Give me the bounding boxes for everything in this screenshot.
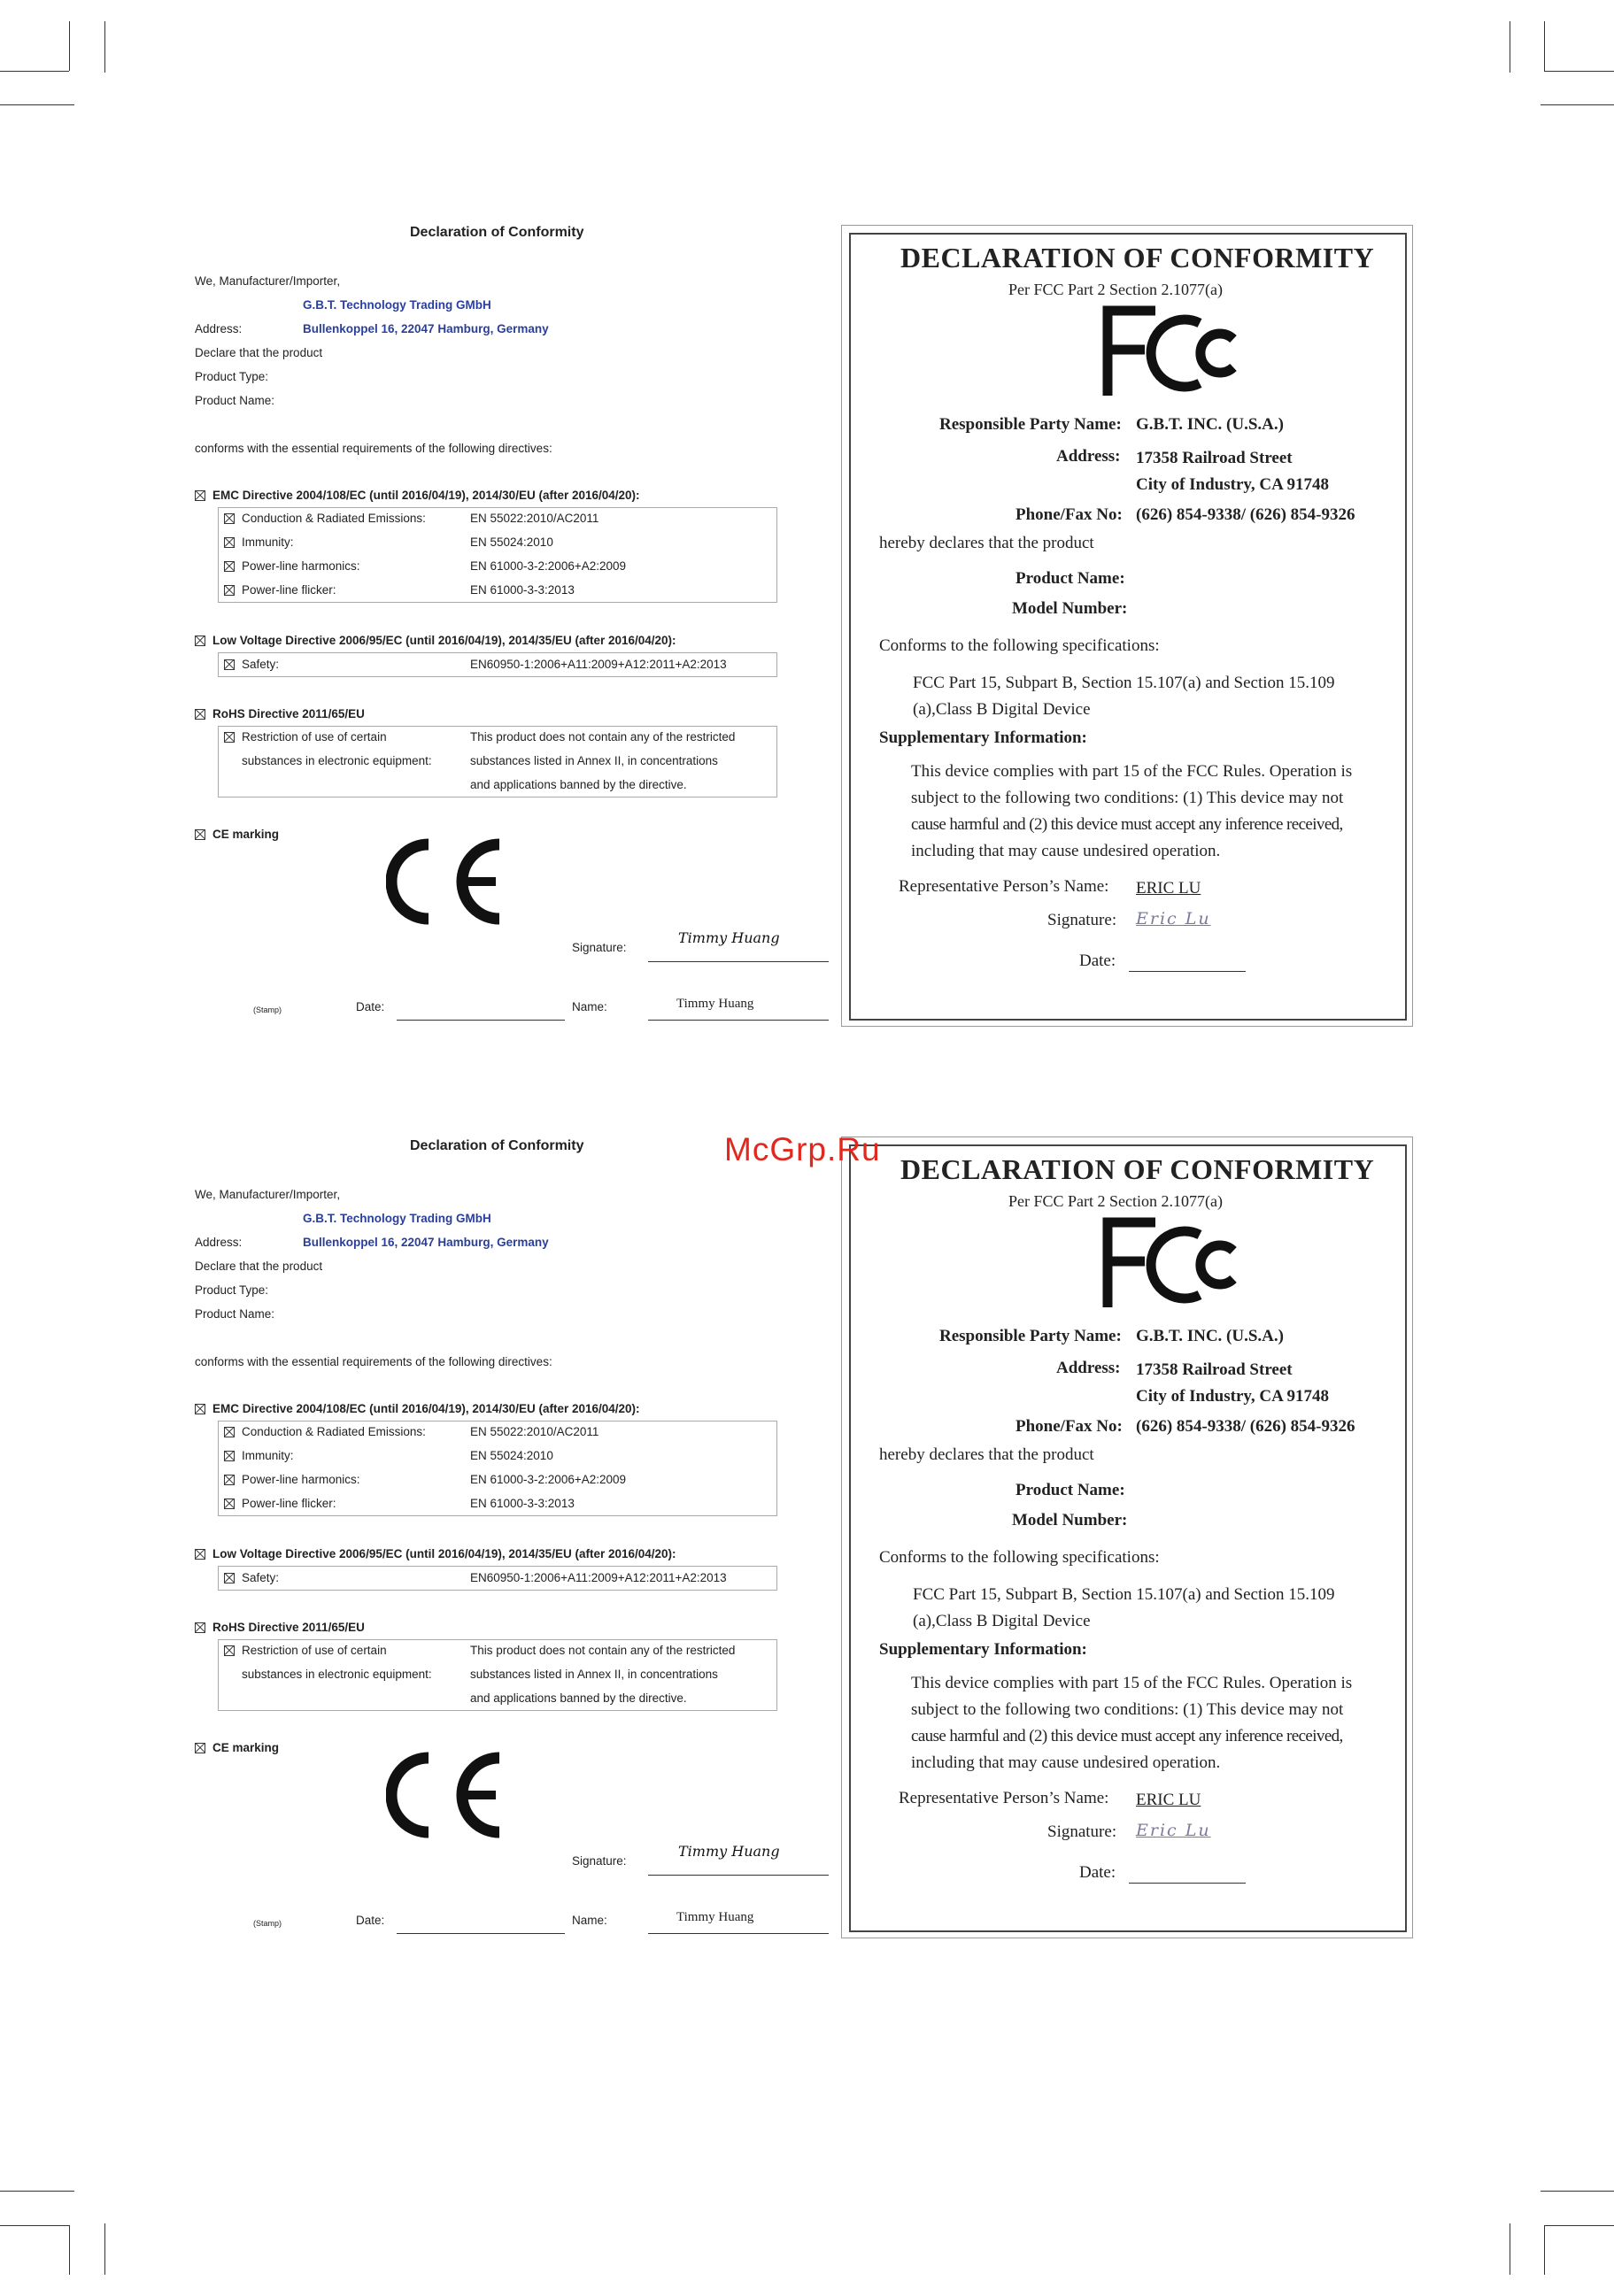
crop-mark [1541, 2191, 1614, 2192]
checkbox-icon [195, 1404, 205, 1414]
spec-line1: FCC Part 15, Subpart B, Section 15.107(a) and Section 15.109 [913, 674, 1335, 692]
table-row: Power-line flicker: [224, 583, 336, 597]
fcc-declaration [841, 1136, 1413, 1938]
address-line2: City of Industry, CA 91748 [1136, 475, 1329, 494]
fcc-logo-icon [1100, 1215, 1242, 1314]
product-name-label: Product Name: [195, 394, 275, 407]
conforms-text: Conforms to the following specifications: [879, 1548, 1160, 1567]
crop-mark [69, 2225, 70, 2275]
ce-marking-label: CE marking [195, 1741, 279, 1754]
ce-mark-icon [386, 1751, 510, 1839]
ce-declaration [193, 221, 830, 1036]
crop-mark [0, 2191, 74, 2192]
ce-mark-icon [386, 837, 510, 926]
name-label: Name: [572, 1914, 607, 1927]
checkbox-icon [224, 1645, 235, 1656]
stamp-label: (Stamp) [253, 1005, 282, 1014]
date-label: Date: [1079, 952, 1116, 970]
crop-mark [104, 21, 105, 73]
conforms-text: Conforms to the following specifications: [879, 636, 1160, 655]
name-line [648, 1020, 829, 1021]
model-number-label: Model Number: [1012, 599, 1128, 618]
signature-label: Signature: [572, 1854, 627, 1868]
date-line [397, 1020, 565, 1021]
table-row: Conduction & Radiated Emissions: [224, 1425, 426, 1438]
table-cell: EN 55024:2010 [470, 535, 553, 549]
rohs-table [218, 1639, 777, 1711]
lvd-directive: Low Voltage Directive 2006/95/EC (until 2016/04/19), 2014/35/EU (after 2016/04/20): [195, 1547, 676, 1560]
table-cell: EN 55022:2010/AC2011 [470, 1425, 599, 1438]
rep-label: Representative Person’s Name: [899, 1789, 1109, 1807]
product-type-label: Product Type: [195, 370, 269, 383]
crop-mark [69, 21, 70, 71]
name-line [648, 1933, 829, 1934]
address-label: Address: [195, 1236, 243, 1249]
name-value: Timmy Huang [676, 1910, 754, 1924]
product-name-label: Product Name: [1016, 569, 1125, 588]
watermark: McGrp.Ru [724, 1131, 881, 1167]
supp-line2: subject to the following two conditions: (1) This device may not [911, 789, 1344, 807]
phone-value: (626) 854-9338/ (626) 854-9326 [1136, 1417, 1355, 1436]
address-label: Address: [1056, 447, 1121, 466]
table-row: Power-line harmonics: [224, 559, 360, 573]
table-row: Restriction of use of certain [224, 730, 387, 744]
crop-mark [1544, 21, 1545, 71]
address-value: Bullenkoppel 16, 22047 Hamburg, Germany [303, 1236, 549, 1249]
address-value: Bullenkoppel 16, 22047 Hamburg, Germany [303, 322, 549, 335]
table-cell: and applications banned by the directive. [470, 778, 687, 791]
table-cell: substances listed in Annex II, in concentrations [470, 754, 718, 767]
table-cell: EN 61000-3-3:2013 [470, 583, 575, 597]
signature-image: Eric Lu [1136, 1821, 1211, 1840]
hereby-text: hereby declares that the product [879, 1445, 1094, 1464]
spec-line2: (a),Class B Digital Device [913, 700, 1091, 719]
fcc-declaration [841, 225, 1413, 1027]
signature-line [648, 1875, 829, 1876]
address-line2: City of Industry, CA 91748 [1136, 1387, 1329, 1406]
ce-marking-label: CE marking [195, 828, 279, 841]
responsible-label: Responsible Party Name: [939, 415, 1122, 434]
checkbox-icon [224, 1451, 235, 1461]
ce-title: Declaration of Conformity [410, 1138, 584, 1153]
product-name-label: Product Name: [1016, 1481, 1125, 1499]
table-cell: This product does not contain any of the restricted [470, 730, 736, 744]
crop-mark [1544, 71, 1614, 72]
table-row: Conduction & Radiated Emissions: [224, 512, 426, 525]
signature-label: Signature: [572, 941, 627, 954]
declare-text: Declare that the product [195, 1260, 323, 1273]
manufacturer-label: We, Manufacturer/Importer, [195, 274, 341, 288]
rep-name: ERIC LU [1136, 1791, 1201, 1809]
crop-mark [0, 104, 74, 105]
fcc-logo-icon [1100, 304, 1242, 403]
checkbox-icon [224, 1475, 235, 1485]
company-name: G.B.T. Technology Trading GMbH [303, 298, 491, 312]
checkbox-icon [195, 829, 205, 840]
signature-line [648, 961, 829, 962]
supp-line3: cause harmful and (2) this device must accept any inference received, [911, 815, 1343, 834]
ce-title: Declaration of Conformity [410, 225, 584, 240]
signature-label: Signature: [1047, 1822, 1117, 1841]
rohs-directive: RoHS Directive 2011/65/EU [195, 707, 365, 720]
checkbox-icon [224, 585, 235, 596]
checkbox-icon [224, 1427, 235, 1437]
table-row: Safety: [224, 658, 279, 671]
table-row: Immunity: [224, 1449, 294, 1462]
spec-line2: (a),Class B Digital Device [913, 1612, 1091, 1630]
signature-label: Signature: [1047, 911, 1117, 929]
table-row: substances in electronic equipment: [242, 1668, 432, 1681]
crop-mark [1544, 2225, 1545, 2275]
checkbox-icon [224, 659, 235, 670]
checkbox-icon [195, 1549, 205, 1560]
checkbox-icon [195, 490, 205, 501]
fcc-title: DECLARATION OF CONFORMITY [900, 1153, 1375, 1185]
table-row: substances in electronic equipment: [242, 754, 432, 767]
table-cell: This product does not contain any of the restricted [470, 1644, 736, 1657]
crop-mark [1544, 2225, 1614, 2226]
name-value: Timmy Huang [676, 997, 754, 1011]
table-cell: and applications banned by the directive. [470, 1691, 687, 1705]
supp-line4: including that may cause undesired operation. [911, 1753, 1221, 1772]
name-label: Name: [572, 1000, 607, 1013]
manufacturer-label: We, Manufacturer/Importer, [195, 1188, 341, 1201]
date-label: Date: [356, 1000, 385, 1013]
table-row: Power-line flicker: [224, 1497, 336, 1510]
crop-mark [0, 2225, 69, 2226]
fcc-border [849, 233, 1407, 1021]
rep-label: Representative Person’s Name: [899, 877, 1109, 896]
checkbox-icon [195, 636, 205, 646]
table-cell: EN 61000-3-2:2006+A2:2009 [470, 1473, 627, 1486]
company-name: G.B.T. Technology Trading GMbH [303, 1212, 491, 1225]
signature-image: Timmy Huang [678, 1843, 780, 1860]
table-cell: substances listed in Annex II, in concentrations [470, 1668, 718, 1681]
responsible-value: G.B.T. INC. (U.S.A.) [1136, 415, 1284, 434]
fcc-title: DECLARATION OF CONFORMITY [900, 242, 1375, 274]
supp-line3: cause harmful and (2) this device must accept any inference received, [911, 1727, 1343, 1745]
crop-mark [0, 71, 69, 72]
checkbox-icon [224, 513, 235, 524]
fcc-subtitle: Per FCC Part 2 Section 2.1077(a) [1008, 1192, 1223, 1210]
stamp-label: (Stamp) [253, 1919, 282, 1928]
checkbox-icon [224, 561, 235, 572]
emc-table [218, 1421, 777, 1516]
spec-line1: FCC Part 15, Subpart B, Section 15.107(a) and Section 15.109 [913, 1585, 1335, 1604]
ce-declaration [193, 1135, 830, 1949]
rohs-table [218, 726, 777, 797]
checkbox-icon [195, 1622, 205, 1633]
supp-line2: subject to the following two conditions: (1) This device may not [911, 1700, 1344, 1719]
date-line [1129, 971, 1246, 972]
declare-text: Declare that the product [195, 346, 323, 359]
address-line1: 17358 Railroad Street [1136, 449, 1293, 467]
rohs-directive: RoHS Directive 2011/65/EU [195, 1621, 365, 1634]
signature-image: Timmy Huang [678, 929, 780, 946]
address-label: Address: [195, 322, 243, 335]
rep-name: ERIC LU [1136, 879, 1201, 898]
checkbox-icon [224, 732, 235, 743]
supplementary-label: Supplementary Information: [879, 1640, 1087, 1659]
checkbox-icon [224, 537, 235, 548]
table-cell: EN 55022:2010/AC2011 [470, 512, 599, 525]
crop-mark [104, 2223, 105, 2275]
emc-directive: EMC Directive 2004/108/EC (until 2016/04/19), 2014/30/EU (after 2016/04/20): [195, 489, 640, 502]
checkbox-icon [195, 709, 205, 720]
lvd-directive: Low Voltage Directive 2006/95/EC (until 2016/04/19), 2014/35/EU (after 2016/04/20): [195, 634, 676, 647]
responsible-value: G.B.T. INC. (U.S.A.) [1136, 1327, 1284, 1345]
hereby-text: hereby declares that the product [879, 534, 1094, 552]
phone-value: (626) 854-9338/ (626) 854-9326 [1136, 505, 1355, 524]
supp-line1: This device complies with part 15 of the FCC Rules. Operation is [911, 762, 1353, 781]
date-label: Date: [356, 1914, 385, 1927]
table-cell: EN60950-1:2006+A11:2009+A12:2011+A2:2013 [470, 1571, 727, 1584]
responsible-label: Responsible Party Name: [939, 1327, 1122, 1345]
table-row: Power-line harmonics: [224, 1473, 360, 1486]
date-label: Date: [1079, 1863, 1116, 1882]
model-number-label: Model Number: [1012, 1511, 1128, 1529]
table-cell: EN60950-1:2006+A11:2009+A12:2011+A2:2013 [470, 658, 727, 671]
table-cell: EN 55024:2010 [470, 1449, 553, 1462]
crop-mark [1541, 104, 1614, 105]
signature-image: Eric Lu [1136, 909, 1211, 928]
product-name-label: Product Name: [195, 1307, 275, 1321]
table-row: Immunity: [224, 535, 294, 549]
table-row: Safety: [224, 1571, 279, 1584]
table-cell: EN 61000-3-2:2006+A2:2009 [470, 559, 627, 573]
date-line [1129, 1883, 1246, 1884]
lvd-table [218, 652, 777, 677]
checkbox-icon [224, 1573, 235, 1583]
conforms-text: conforms with the essential requirements of the following directives: [195, 1355, 552, 1368]
phone-label: Phone/Fax No: [1016, 505, 1123, 524]
emc-directive: EMC Directive 2004/108/EC (until 2016/04/19), 2014/30/EU (after 2016/04/20): [195, 1402, 640, 1415]
checkbox-icon [224, 1499, 235, 1509]
table-cell: EN 61000-3-3:2013 [470, 1497, 575, 1510]
supp-line4: including that may cause undesired operation. [911, 842, 1221, 860]
address-label: Address: [1056, 1359, 1121, 1377]
conforms-text: conforms with the essential requirements of the following directives: [195, 442, 552, 455]
supplementary-label: Supplementary Information: [879, 728, 1087, 747]
address-line1: 17358 Railroad Street [1136, 1360, 1293, 1379]
lvd-table [218, 1566, 777, 1591]
date-line [397, 1933, 565, 1934]
table-row: Restriction of use of certain [224, 1644, 387, 1657]
fcc-border [849, 1144, 1407, 1932]
fcc-subtitle: Per FCC Part 2 Section 2.1077(a) [1008, 281, 1223, 298]
phone-label: Phone/Fax No: [1016, 1417, 1123, 1436]
checkbox-icon [195, 1743, 205, 1753]
product-type-label: Product Type: [195, 1283, 269, 1297]
supp-line1: This device complies with part 15 of the FCC Rules. Operation is [911, 1674, 1353, 1692]
emc-table [218, 507, 777, 603]
